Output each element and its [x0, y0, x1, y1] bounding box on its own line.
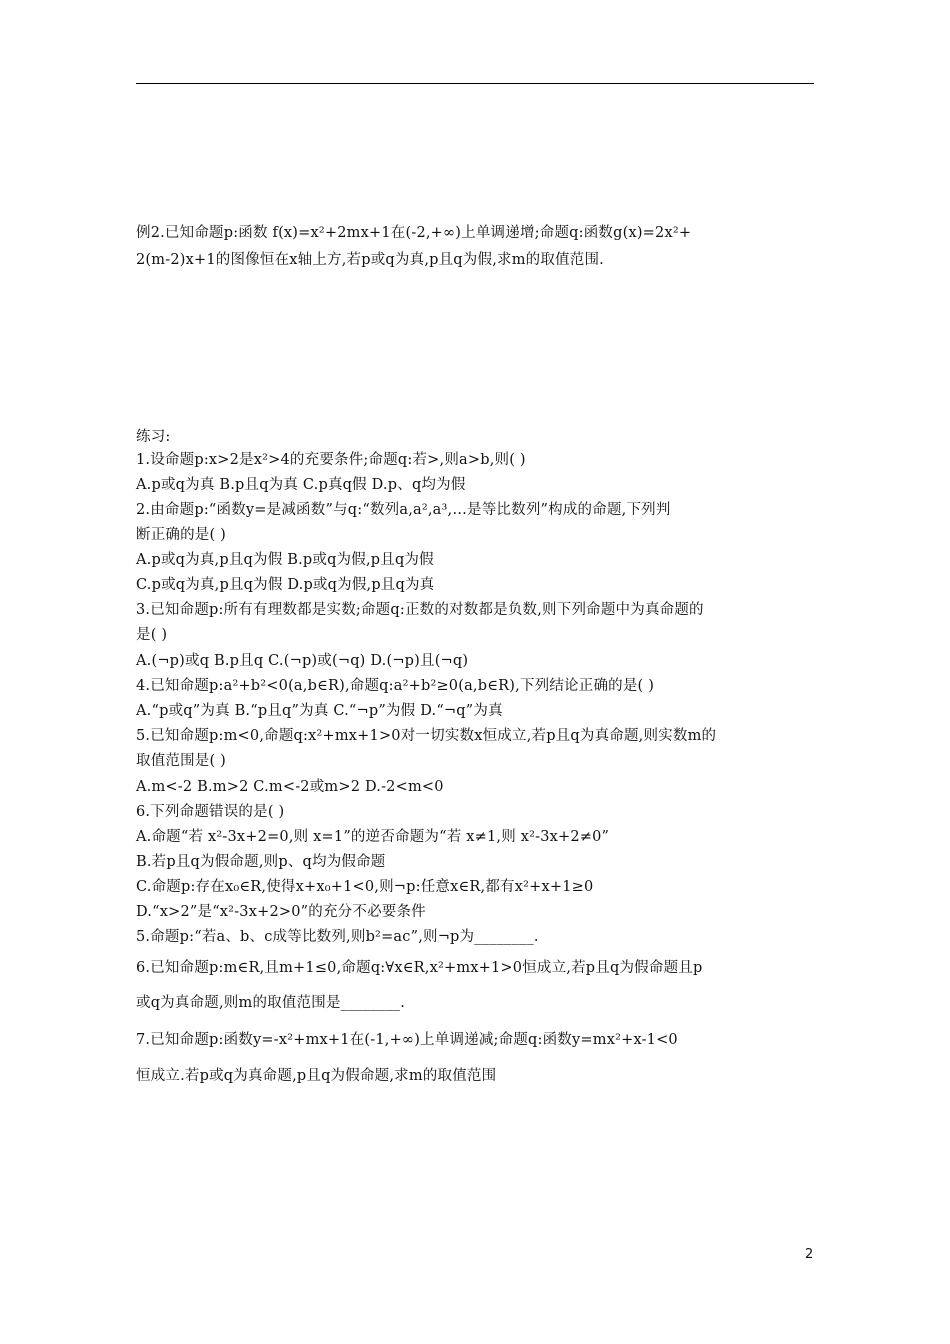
exercise-7-line-1: 7.已知命题p:函数y=-x²+mx+1在(-1,+∞)上单调递减;命题q:函数y=mx²+x-1<0 [136, 1032, 678, 1048]
exercise-line: 2.由命题p:“函数y=是减函数”与q:“数列a,a²,a³,…是等比数列”构成的命题,下列判 [136, 502, 671, 518]
exercise-line: 6.下列命题错误的是( ) [136, 804, 285, 820]
exercise-line: 4.已知命题p:a²+b²<0(a,b∈R),命题q:a²+b²≥0(a,b∈R),下列结论正确的是( ) [136, 678, 655, 694]
exercise-7-line-2: 恒成立.若p或q为真命题,p且q为假命题,求m的取值范围 [136, 1068, 497, 1084]
exercise-line: 3.已知命题p:所有有理数都是实数;命题q:正数的对数都是负数,则下列命题中为真命题的 [136, 602, 704, 618]
exercise-line: C.p或q为真,p且q为假 D.p或q为假,p且q为真 [136, 577, 435, 593]
exercise-line: A.m<-2 B.m>2 C.m<-2或m>2 D.-2<m<0 [136, 779, 444, 795]
exercise-line: 5.已知命题p:m<0,命题q:x²+mx+1>0对一切实数x恒成立,若p且q为真命题,则实数m的 [136, 728, 717, 744]
exercise-line: 是( ) [136, 627, 168, 643]
header-rule [136, 83, 814, 84]
exercise-line: 1.设命题p:x>2是x²>4的充要条件;命题q:若>,则a>b,则( ) [136, 452, 526, 468]
page-number: 2 [805, 1247, 814, 1262]
exercise-6-line-2: 或q为真命题,则m的取值范围是________. [136, 995, 406, 1011]
exercises-heading: 练习: [136, 429, 171, 445]
exercise-line: A.p或q为真,p且q为假 B.p或q为假,p且q为假 [136, 552, 434, 568]
exercise-line: C.命题p:存在x₀∈R,使得x+x₀+1<0,则¬p:任意x∈R,都有x²+x+1≥0 [136, 879, 594, 895]
exercise-line: A.命题“若 x²-3x+2=0,则 x=1”的逆否命题为“若 x≠1,则 x²-3x+2≠0” [136, 829, 610, 845]
exercise-line: A.p或q为真 B.p且q为真 C.p真q假 D.p、q均为假 [136, 477, 466, 493]
example-2-line-1: 例2.已知命题p:函数 f(x)=x²+2mx+1在(-2,+∞)上单调递增;命题q:函数g(x)=2x²+ [136, 225, 692, 241]
exercise-line: 取值范围是( ) [136, 753, 227, 769]
exercise-line: A.“p或q”为真 B.“p且q”为真 C.“¬p”为假 D.“¬q”为真 [136, 703, 503, 719]
exercise-6-line-1: 6.已知命题p:m∈R,且m+1≤0,命题q:∀x∈R,x²+mx+1>0恒成立,若p且q为假命题且p [136, 960, 703, 976]
exercise-line: 5.命题p:“若a、b、c成等比数列,则b²=ac”,则¬p为________. [136, 929, 539, 945]
exercise-line: A.(¬p)或q B.p且q C.(¬p)或(¬q) D.(¬p)且(¬q) [136, 653, 469, 669]
exercise-line: D.“x>2”是“x²-3x+2>0”的充分不必要条件 [136, 904, 426, 920]
example-2-line-2: 2(m-2)x+1的图像恒在x轴上方,若p或q为真,p且q为假,求m的取值范围. [136, 252, 604, 268]
exercise-line: B.若p且q为假命题,则p、q均为假命题 [136, 854, 386, 870]
exercise-line: 断正确的是( ) [136, 527, 227, 543]
